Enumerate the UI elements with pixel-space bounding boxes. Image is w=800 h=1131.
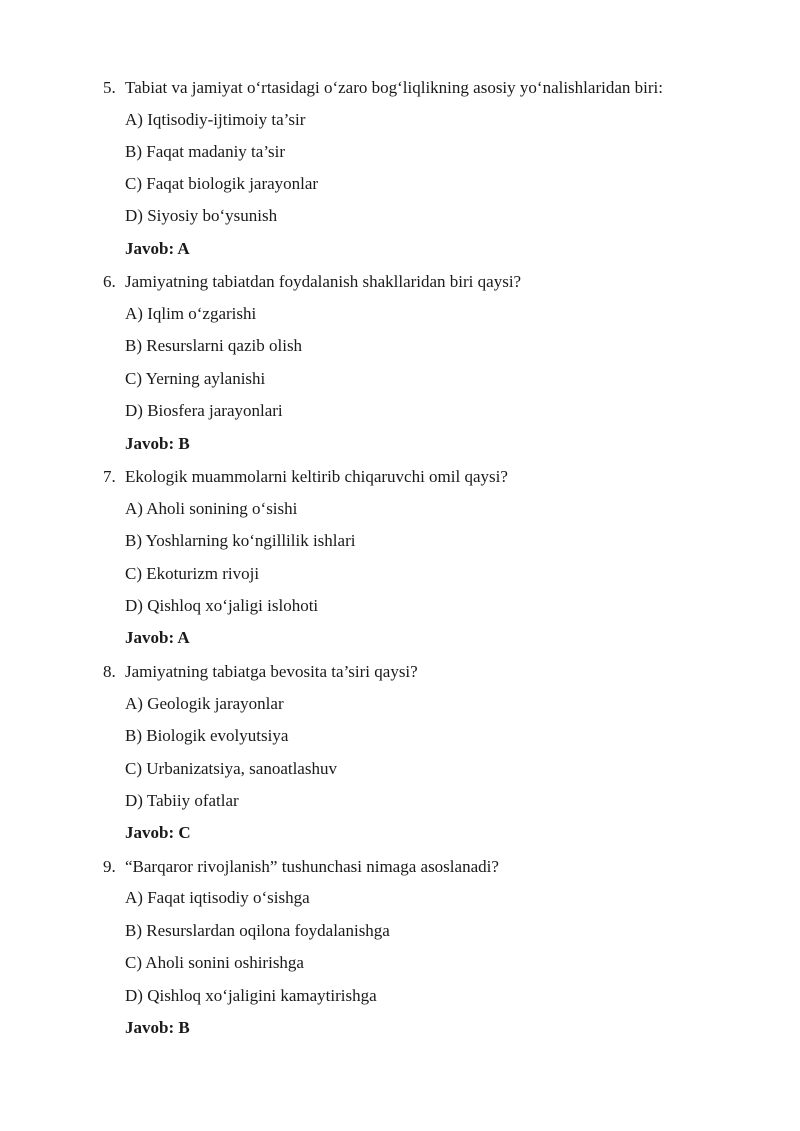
option-b: B) Faqat madaniy ta’sir bbox=[125, 142, 286, 161]
question-number: 7. bbox=[103, 467, 116, 486]
question-text: Jamiyatning tabiatga bevosita ta’siri qaysi? bbox=[125, 662, 418, 681]
option-d: D) Qishloq xo‘jaligini kamaytirishga bbox=[125, 986, 377, 1005]
question-text-line bbox=[103, 466, 508, 488]
question-number: 8. bbox=[103, 662, 116, 681]
option-c: C) Aholi sonini oshirishga bbox=[125, 953, 304, 972]
option-b: B) Yoshlarning ko‘ngillilik ishlari bbox=[125, 531, 356, 550]
option-d: D) Qishloq xo‘jaligi islohoti bbox=[125, 596, 319, 615]
option-c: C) Faqat biologik jarayonlar bbox=[125, 174, 319, 193]
option-c: C) Urbanizatsiya, sanoatlashuv bbox=[125, 759, 337, 778]
question-number: 5. bbox=[103, 78, 116, 97]
question-number: 9. bbox=[103, 857, 116, 876]
answer-key: Javob: C bbox=[125, 823, 191, 842]
option-d: D) Siyosiy bo‘ysunish bbox=[125, 206, 278, 225]
question-text-line bbox=[103, 856, 499, 878]
question-text: Tabiat va jamiyat o‘rtasidagi o‘zaro bog‘liqlikning asosiy yo‘nalishlaridan biri: bbox=[125, 78, 663, 97]
answer-key: Javob: B bbox=[125, 434, 190, 453]
option-b: B) Resurslarni qazib olish bbox=[125, 336, 303, 355]
answer-key: Javob: A bbox=[125, 239, 190, 258]
option-d: D) Tabiiy ofatlar bbox=[125, 791, 239, 810]
question-number: 6. bbox=[103, 272, 116, 291]
option-a: A) Aholi sonining o‘sishi bbox=[125, 499, 298, 518]
question-text-line bbox=[103, 271, 521, 293]
question-text: Ekologik muammolarni keltirib chiqaruvchi omil qaysi? bbox=[125, 467, 508, 486]
option-a: A) Faqat iqtisodiy o‘sishga bbox=[125, 888, 310, 907]
question-text: “Barqaror rivojlanish” tushunchasi nimaga asoslanadi? bbox=[125, 857, 499, 876]
option-b: B) Biologik evolyutsiya bbox=[125, 726, 289, 745]
option-d: D) Biosfera jarayonlari bbox=[125, 401, 283, 420]
answer-key: Javob: B bbox=[125, 1018, 190, 1037]
option-a: A) Iqlim o‘zgarishi bbox=[125, 304, 257, 323]
option-c: C) Yerning aylanishi bbox=[125, 369, 266, 388]
question-text-line bbox=[103, 661, 418, 683]
question-text: Jamiyatning tabiatdan foydalanish shakllaridan biri qaysi? bbox=[125, 272, 522, 291]
option-a: A) Iqtisodiy-ijtimoiy ta’sir bbox=[125, 110, 306, 129]
option-b: B) Resurslardan oqilona foydalanishga bbox=[125, 921, 390, 940]
option-c: C) Ekoturizm rivoji bbox=[125, 564, 260, 583]
question-text-line bbox=[103, 77, 663, 99]
option-a: A) Geologik jarayonlar bbox=[125, 694, 284, 713]
answer-key: Javob: A bbox=[125, 628, 190, 647]
